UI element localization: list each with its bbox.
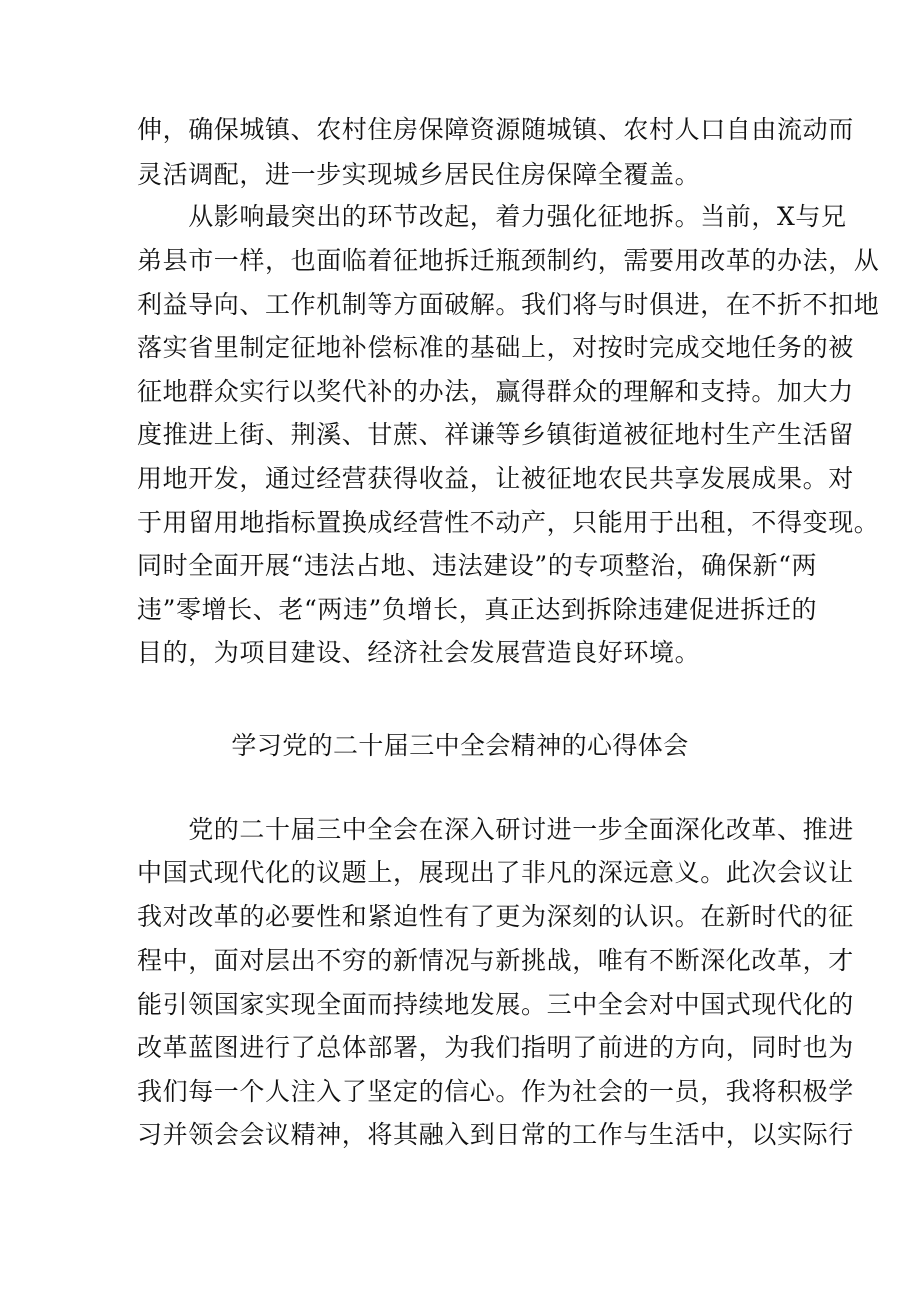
paragraph-3-line-7: 我们每一个人注入了坚定的信心。作为社会的一员，我将积极学 bbox=[137, 1077, 854, 1106]
paragraph-2-line-5: 征地群众实行以奖代补的办法，赢得群众的理解和支持。加大力 bbox=[137, 377, 854, 406]
paragraph-3-line-4: 程中，面对层出不穷的新情况与新挑战，唯有不断深化改革，才 bbox=[137, 946, 854, 975]
paragraph-2-line-4: 落实省里制定征地补偿标准的基础上，对按时完成交地任务的被 bbox=[137, 333, 854, 362]
paragraph-3-line-3: 我对改革的必要性和紧迫性有了更为深刻的认识。在新时代的征 bbox=[137, 902, 854, 931]
paragraph-2-line-8: 于用留用地指标置换成经营性不动产，只能用于出租，不得变现。 bbox=[137, 508, 880, 537]
paragraph-2-line-9: 同时全面开展“违法占地、违法建设”的专项整治，确保新“两 bbox=[137, 551, 818, 580]
paragraph-2-line-1: 从影响最突出的环节改起，着力强化征地拆。当前，X与兄 bbox=[137, 202, 847, 231]
section-heading: 学习党的二十届三中全会精神的心得体会 bbox=[231, 731, 689, 760]
paragraph-2-line-3: 利益导向、工作机制等方面破解。我们将与时俱进，在不折不扣地 bbox=[137, 290, 880, 319]
paragraph-2-line-11: 目的，为项目建设、经济社会发展营造良好环境。 bbox=[137, 638, 701, 667]
paragraph-1-line-2: 灵活调配，进一步实现城乡居民住房保障全覆盖。 bbox=[137, 160, 701, 189]
paragraph-3-line-8: 习并领会会议精神，将其融入到日常的工作与生活中，以实际行 bbox=[137, 1120, 854, 1149]
paragraph-3-line-6: 改革蓝图进行了总体部署，为我们指明了前进的方向，同时也为 bbox=[137, 1033, 854, 1062]
paragraph-2-line-2: 弟县市一样，也面临着征地拆迁瓶颈制约，需要用改革的办法，从 bbox=[137, 246, 880, 275]
paragraph-2-line-6: 度推进上街、荆溪、甘蔗、祥谦等乡镇街道被征地村生产生活留 bbox=[137, 420, 854, 449]
paragraph-2-line-10: 违”零增长、老“两违”负增长，真正达到拆除违建促进拆迁的 bbox=[137, 595, 818, 624]
paragraph-1-line-1: 伸，确保城镇、农村住房保障资源随城镇、农村人口自由流动而 bbox=[137, 115, 854, 144]
paragraph-3-line-2: 中国式现代化的议题上，展现出了非凡的深远意义。此次会议让 bbox=[137, 858, 854, 887]
paragraph-3-line-5: 能引领国家实现全面而持续地发展。三中全会对中国式现代化的 bbox=[137, 990, 854, 1019]
paragraph-3-line-1: 党的二十届三中全会在深入研讨进一步全面深化改革、推进 bbox=[137, 815, 854, 844]
paragraph-2-line-7: 用地开发，通过经营获得收益，让被征地农民共享发展成果。对 bbox=[137, 464, 854, 493]
